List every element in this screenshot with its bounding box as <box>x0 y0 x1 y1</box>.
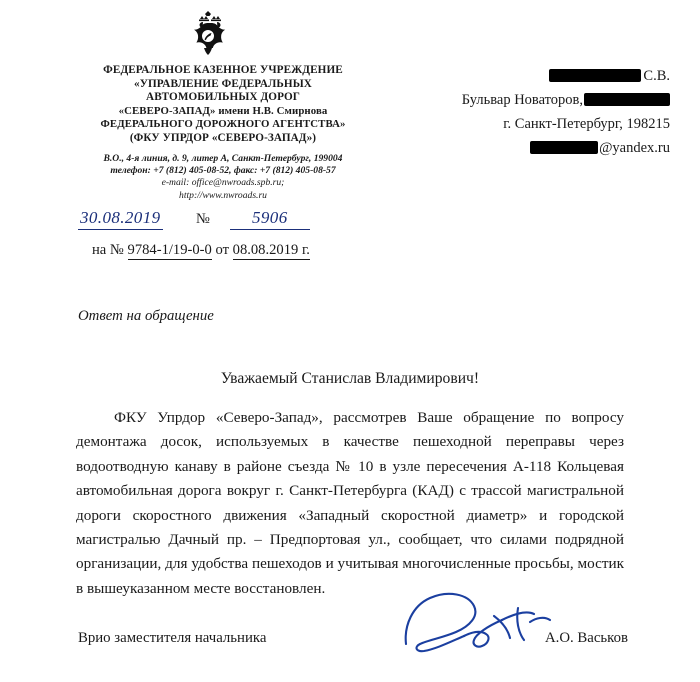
letterhead-line-1: ФЕДЕРАЛЬНОЕ КАЗЕННОЕ УЧРЕЖДЕНИЕ <box>103 64 343 76</box>
letterhead-address: В.О., 4-я линия, д. 9, литер А, Санкт-Петербург, 199004 <box>103 152 343 164</box>
addressee-city-row <box>400 112 670 136</box>
addressee-street-row <box>400 88 670 112</box>
reply-prefix: на № <box>92 242 124 258</box>
russian-double-headed-eagle-emblem <box>182 10 234 62</box>
registration-number: 5906 <box>230 208 310 230</box>
signer-title: Врио заместителя начальника <box>78 630 267 646</box>
registration-row <box>78 208 418 234</box>
letterhead-line-6: (ФКУ УПРДОР «СЕВЕРО-ЗАПАД») <box>129 131 317 144</box>
addressee-name-row <box>400 64 670 88</box>
letterhead-line-4: «СЕВЕРО-ЗАПАД» имени Н.В. Смирнова <box>118 104 328 117</box>
reply-date: 08.08.2019 г. <box>232 242 310 258</box>
registration-block <box>78 208 418 258</box>
reply-reference-row <box>92 242 310 259</box>
letterhead-line-2: «УПРАВЛЕНИЕ ФЕДЕРАЛЬНЫХ <box>134 77 312 90</box>
letterhead-phone: телефон: +7 (812) 405-08-52, факс: +7 (812) 405-08-57 <box>110 164 336 176</box>
addressee-email-row <box>400 136 670 160</box>
addressee-block <box>400 64 670 160</box>
signer-name: А.О. Васьков <box>544 630 628 646</box>
registration-number-label: № <box>196 211 210 227</box>
body-paragraph: ФКУ Упрдор «Северо-Запад», рассмотрев Ваше обращение по вопросу демонтажа досок, используемых в качестве пешеходной переправы через водоотводную канаву в районе съезда № 10 в узле пересечения А-118 Кольцевая автомобильная дорога вокруг г. Санкт-Петербурга (КАД) с трассой магистральной дороги скоростного движения «Западный скоростной диаметр» и городской магистралью Дачный пр. – Предпортовая ул., сообщает, что силами подрядной организации, для удобства пешеходов и учитывая многочисленные просьбы, мостик в вышеуказанном месте восстановлен. <box>76 409 624 597</box>
addressee-email-domain: @yandex.ru <box>599 140 670 156</box>
addressee-city: г. Санкт-Петербург, 198215 <box>503 116 670 132</box>
redaction-bar-icon <box>549 69 641 82</box>
redaction-bar-icon <box>584 93 670 106</box>
letterhead-site: http://www.nwroads.ru <box>179 189 267 201</box>
document-subject: Ответ на обращение <box>78 308 214 324</box>
redaction-bar-icon <box>530 141 598 154</box>
letterhead-line-5: ФЕДЕРАЛЬНОГО ДОРОЖНОГО АГЕНТСТВА» <box>100 118 346 131</box>
letterhead-block <box>78 64 368 202</box>
salutation: Уважаемый Станислав Владимирович! <box>220 370 480 387</box>
letterhead-line-3: АВТОМОБИЛЬНЫХ ДОРОГ <box>146 91 300 104</box>
reply-number: 9784-1/19-0-0 <box>127 242 212 258</box>
registration-date: 30.08.2019 <box>78 208 163 230</box>
handwritten-signature-icon <box>398 588 558 666</box>
addressee-initials: С.В. <box>643 68 670 84</box>
addressee-street: Бульвар Новаторов, <box>461 92 583 108</box>
reply-from-label: от <box>215 242 229 258</box>
letterhead-email: e-mail: office@nwroads.spb.ru; <box>161 177 285 189</box>
